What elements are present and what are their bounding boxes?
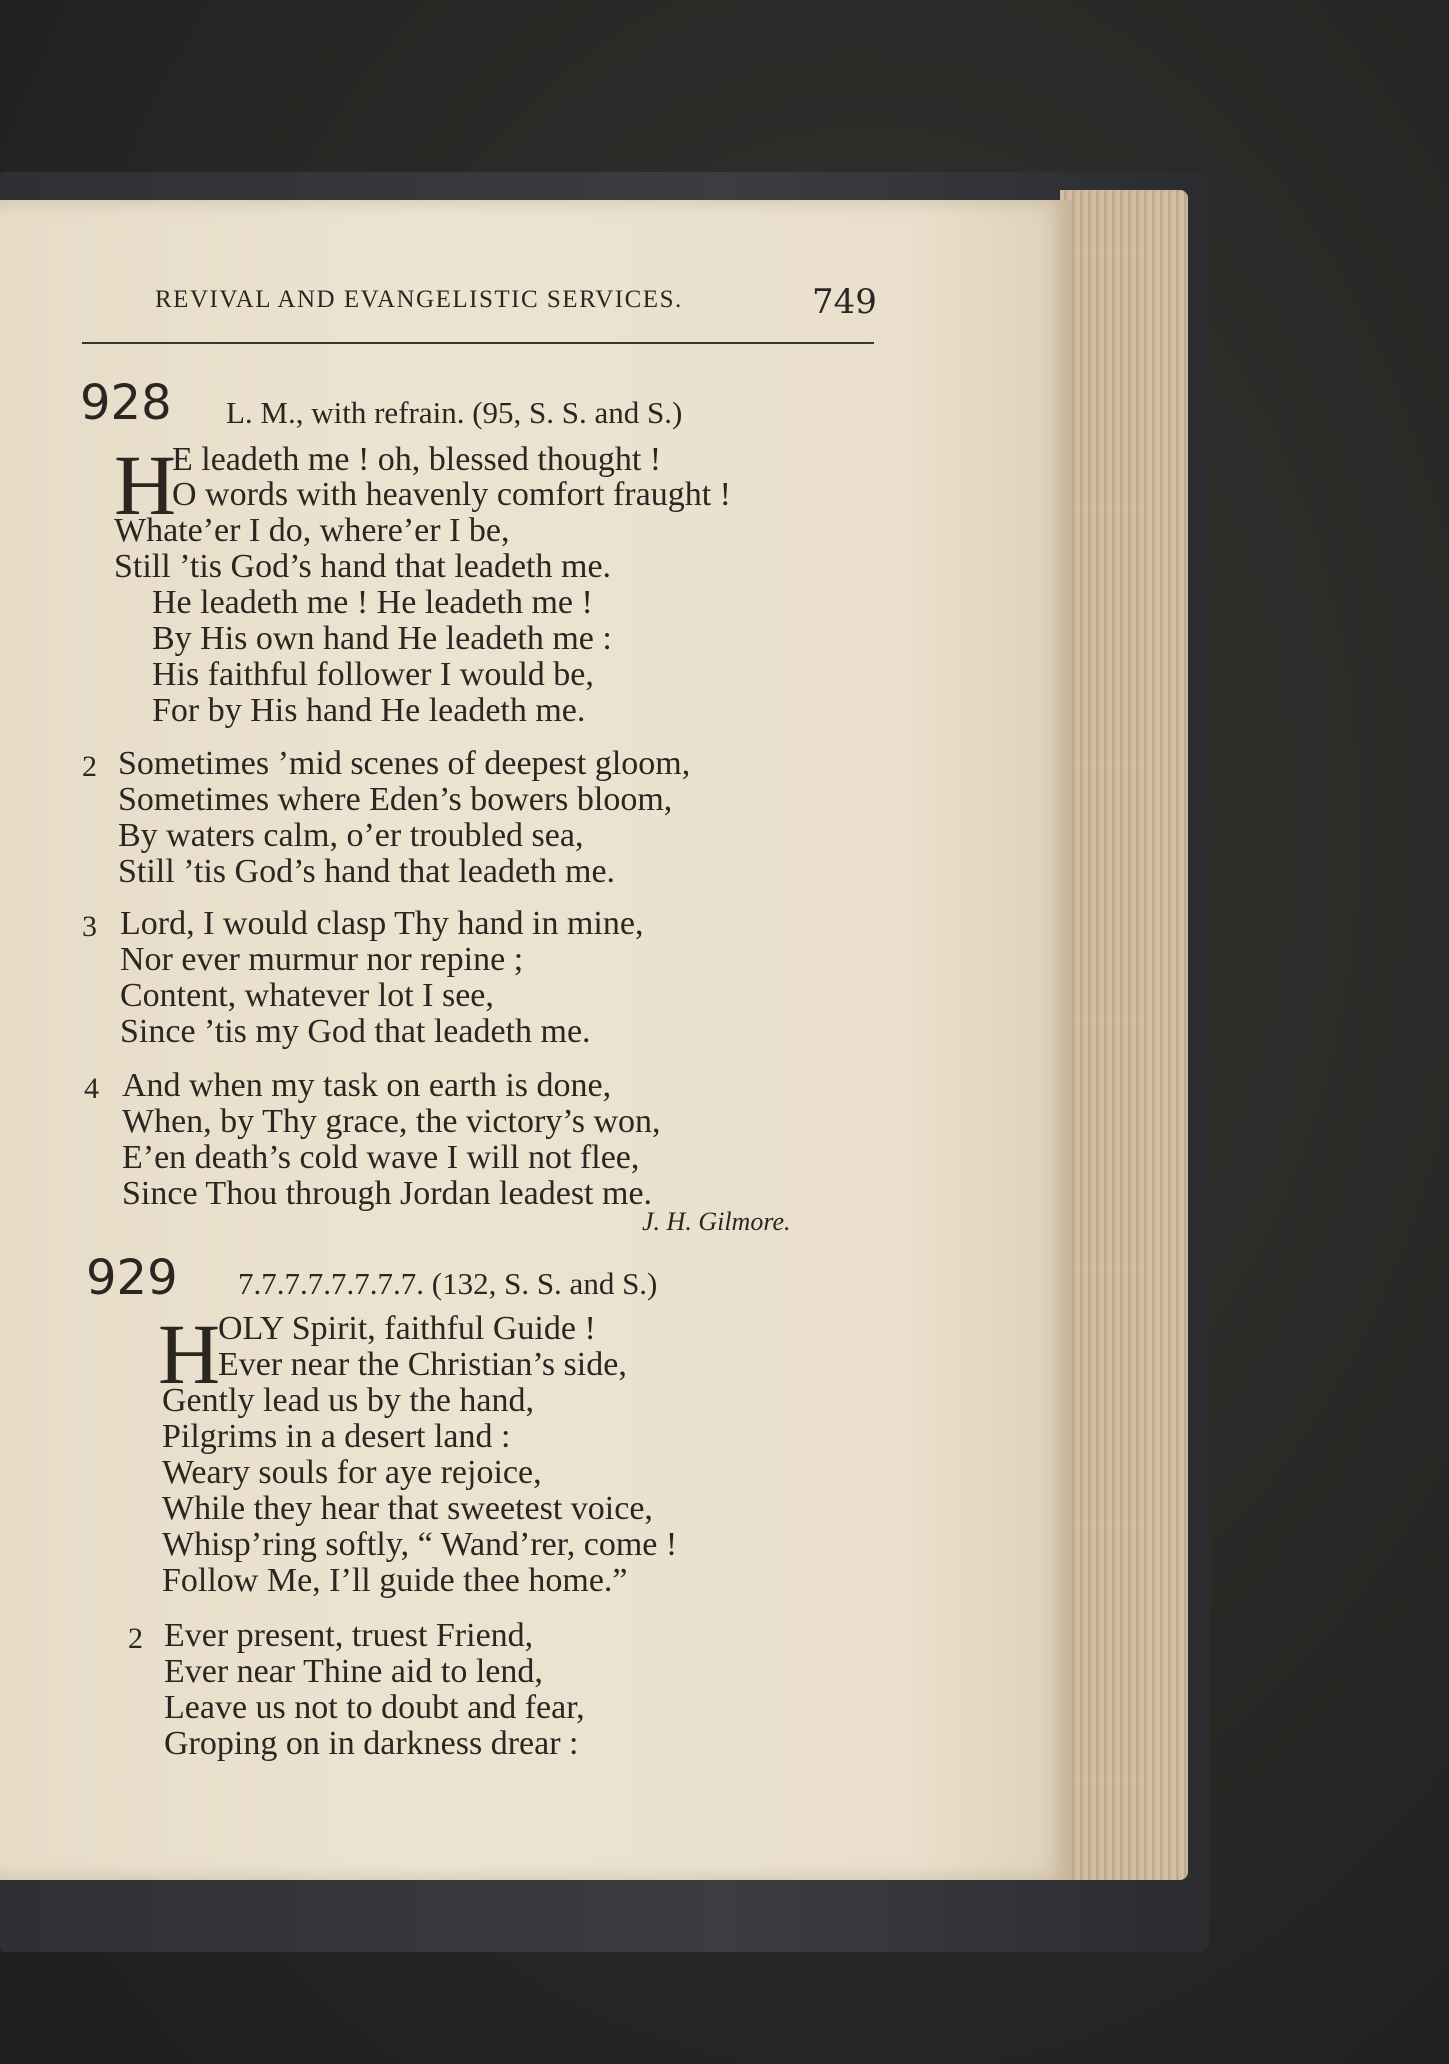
hymn-line: Content, whatever lot I see, xyxy=(120,977,494,1014)
hymn-meter: L. M., with refrain. (95, S. S. and S.) xyxy=(226,395,683,430)
running-title: REVIVAL AND EVANGELISTIC SERVICES. xyxy=(155,286,683,313)
hymn-line: Ever near the Christian’s side, xyxy=(218,1346,627,1383)
refrain-line: For by His hand He leadeth me. xyxy=(152,692,586,729)
hymn-line: Since ’tis my God that leadeth me. xyxy=(120,1013,591,1050)
hymn-line: Sometimes ’mid scenes of deepest gloom, xyxy=(118,745,691,782)
hymn-line: E leadeth me ! oh, blessed thought ! xyxy=(172,441,662,478)
hymn-line: Still ’tis God’s hand that leadeth me. xyxy=(114,548,612,585)
header-rule xyxy=(82,342,874,344)
verse-number: 3 xyxy=(82,910,97,943)
hymn-line: Since Thou through Jordan leadest me. xyxy=(122,1175,653,1212)
hymn-line: Weary souls for aye rejoice, xyxy=(162,1454,542,1491)
verse-number: 4 xyxy=(84,1072,99,1105)
hymn-line: Ever present, truest Friend, xyxy=(164,1617,534,1654)
hymn-meter: 7.7.7.7.7.7.7.7. (132, S. S. and S.) xyxy=(238,1266,658,1301)
hymn-line: Nor ever murmur nor repine ; xyxy=(120,941,524,978)
hymn-line: By waters calm, o’er troubled sea, xyxy=(118,817,584,854)
hymn-line: Still ’tis God’s hand that leadeth me. xyxy=(118,853,616,890)
hymn-line: While they hear that sweetest voice, xyxy=(162,1490,653,1527)
hymn-author: J. H. Gilmore. xyxy=(642,1207,791,1236)
hymn-line: Whate’er I do, where’er I be, xyxy=(114,512,510,549)
hymn-line: Ever near Thine aid to lend, xyxy=(164,1653,543,1690)
hymn-number: 928 xyxy=(80,375,172,431)
refrain-line: He leadeth me ! He leadeth me ! xyxy=(152,584,593,621)
hymn-line: E’en death’s cold wave I will not flee, xyxy=(122,1139,640,1176)
hymn-line: When, by Thy grace, the victory’s won, xyxy=(122,1103,661,1140)
hymn-line: Whisp’ring softly, “ Wand’rer, come ! xyxy=(162,1526,678,1563)
drop-cap: H xyxy=(114,437,177,533)
page-number: 749 xyxy=(812,282,877,322)
page-edges xyxy=(1060,190,1188,1880)
hymn-line: Lord, I would clasp Thy hand in mine, xyxy=(120,905,644,942)
hymn-line: And when my task on earth is done, xyxy=(122,1067,612,1104)
verse-number: 2 xyxy=(82,750,97,783)
drop-cap: H xyxy=(158,1306,221,1402)
hymn-number: 929 xyxy=(86,1250,178,1306)
refrain-line: By His own hand He leadeth me : xyxy=(152,620,612,657)
hymn-line: Gently lead us by the hand, xyxy=(162,1382,535,1419)
hymn-line: Follow Me, I’ll guide thee home.” xyxy=(162,1562,628,1599)
hymn-line: Sometimes where Eden’s bowers bloom, xyxy=(118,781,673,818)
verse-number: 2 xyxy=(128,1622,143,1655)
hymn-line: Leave us not to doubt and fear, xyxy=(164,1689,585,1726)
hymn-line: O words with heavenly comfort fraught ! xyxy=(172,476,731,513)
hymn-line: Pilgrims in a desert land : xyxy=(162,1418,511,1455)
hymn-line: Groping on in darkness drear : xyxy=(164,1725,579,1762)
hymn-line: OLY Spirit, faithful Guide ! xyxy=(218,1310,596,1347)
refrain-line: His faithful follower I would be, xyxy=(152,656,594,693)
